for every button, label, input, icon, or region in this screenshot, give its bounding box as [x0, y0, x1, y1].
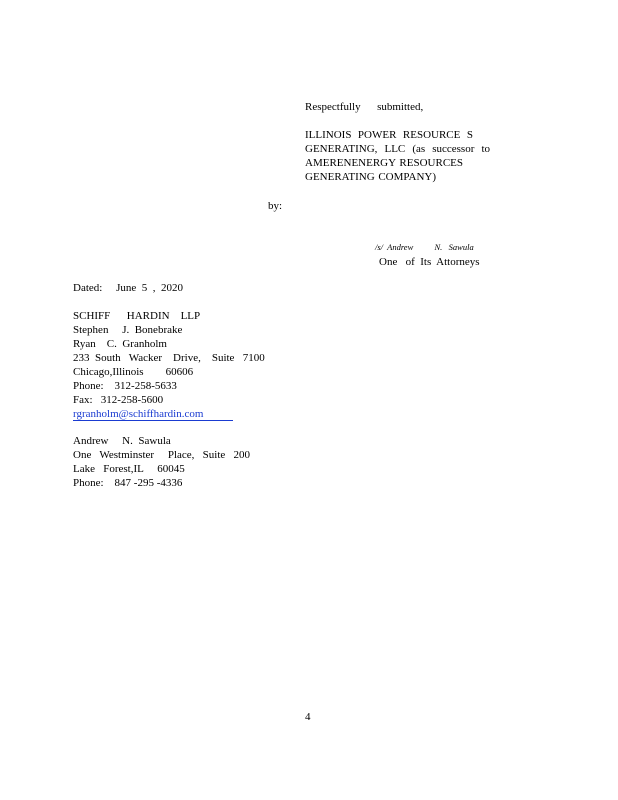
party-line-2: GENERATING, LLC (as successor to: [305, 143, 490, 155]
second-phone: Phone: 847 -295 -4336: [73, 477, 183, 489]
party-line-3: AMERENENERGY RESOURCES: [305, 157, 463, 169]
attorney-name-2: Ryan C. Granholm: [73, 338, 167, 350]
attorney-name-1: Stephen J. Bonebrake: [73, 324, 183, 336]
signature: /s/ Andrew N. Sawula: [375, 242, 474, 252]
firm-name: SCHIFF HARDIN LLP: [73, 310, 201, 322]
second-city: Lake Forest,IL 60045: [73, 463, 185, 475]
attorney-title: One of Its Attorneys: [379, 256, 480, 268]
second-attorney-name: Andrew N. Sawula: [73, 435, 171, 447]
second-street: One Westminster Place, Suite 200: [73, 449, 251, 461]
firm-fax: Fax: 312-258-5600: [73, 394, 164, 406]
page-number: 4: [305, 711, 311, 723]
party-line-4: GENERATING COMPANY): [305, 171, 436, 183]
by-label: by:: [268, 200, 283, 212]
respectfully-submitted: Respectfully submitted,: [305, 101, 424, 113]
firm-city: Chicago,Illinois 60606: [73, 366, 194, 378]
firm-street: 233 South Wacker Drive, Suite 7100: [73, 352, 265, 364]
firm-phone: Phone: 312-258-5633: [73, 380, 177, 392]
email-link[interactable]: rgranholm@schiffhardin.com: [73, 408, 233, 421]
dated-line: Dated: June 5 , 2020: [73, 282, 183, 294]
party-line-1: ILLINOIS POWER RESOURCE S: [305, 129, 473, 141]
